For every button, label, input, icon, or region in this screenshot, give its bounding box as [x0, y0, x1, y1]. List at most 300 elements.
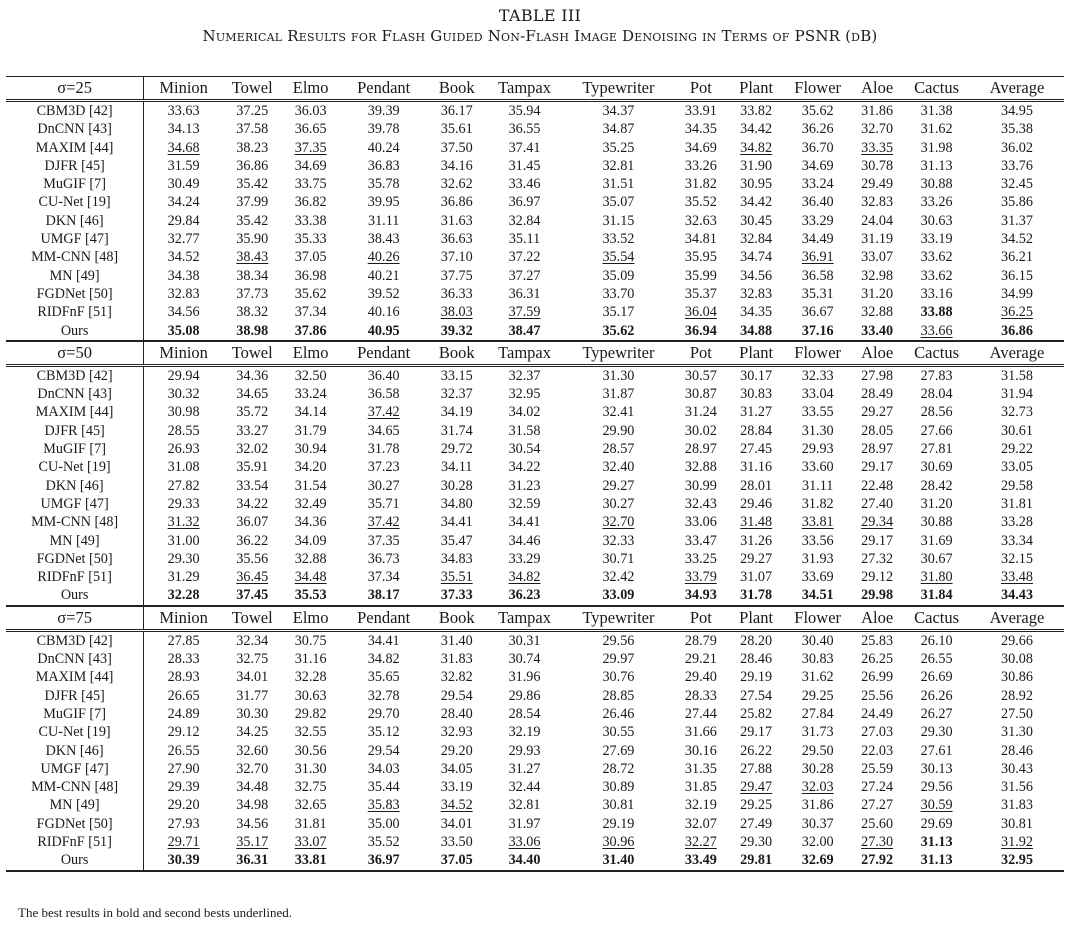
psnr-value: 29.22: [1001, 441, 1033, 458]
column-header: Flower: [784, 606, 851, 631]
psnr-value: 31.69: [920, 532, 953, 549]
psnr-value: 34.24: [167, 194, 200, 211]
psnr-value: 35.54: [602, 249, 635, 266]
column-header: Cactus: [903, 341, 970, 366]
psnr-value: 31.40: [563, 851, 674, 870]
table-row: [6, 267, 1064, 285]
psnr-value: 29.46: [740, 495, 773, 512]
psnr-value: 27.93: [167, 815, 200, 832]
psnr-value: 34.36: [294, 514, 327, 531]
psnr-value: 35.00: [367, 815, 400, 832]
psnr-value: 38.32: [236, 304, 269, 321]
psnr-value: 34.37: [602, 103, 635, 119]
psnr-value: 32.83: [167, 285, 200, 302]
psnr-value: 36.04: [684, 304, 717, 321]
psnr-value: 37.33: [440, 587, 473, 604]
psnr-value: 34.05: [440, 760, 473, 777]
psnr-value: 28.79: [684, 632, 717, 649]
psnr-value: 33.09: [602, 587, 635, 604]
psnr-value: 29.54: [367, 742, 400, 759]
psnr-value: 32.41: [602, 404, 635, 421]
psnr-value: 36.97: [508, 194, 541, 211]
psnr-value: 27.88: [740, 760, 773, 777]
psnr-value: 33.75: [294, 176, 327, 193]
psnr-value: 32.73: [1001, 404, 1033, 421]
psnr-value: 36.23: [508, 587, 541, 604]
psnr-value: 34.93: [684, 587, 717, 604]
psnr-value: 35.72: [236, 404, 269, 421]
psnr-value: 32.81: [602, 157, 635, 174]
psnr-value: 26.99: [861, 669, 894, 686]
psnr-value: 30.40: [801, 632, 834, 649]
psnr-value: 32.70: [861, 121, 894, 138]
psnr-value: 30.99: [684, 477, 717, 494]
psnr-value: 31.74: [440, 422, 473, 439]
psnr-value: 28.92: [1001, 687, 1033, 704]
psnr-value: 36.31: [223, 851, 281, 870]
column-header: Typewriter: [563, 77, 674, 101]
psnr-value: 34.83: [440, 550, 473, 567]
psnr-value: 29.25: [801, 687, 834, 704]
psnr-value: 37.25: [236, 103, 269, 119]
psnr-value: 32.63: [684, 212, 717, 229]
psnr-value: 36.58: [367, 386, 400, 403]
table-caption: [0, 6, 1080, 45]
psnr-value: 32.59: [508, 495, 541, 512]
psnr-value: 28.01: [740, 477, 773, 494]
psnr-value: 31.87: [602, 386, 635, 403]
psnr-value: 32.28: [294, 669, 327, 686]
psnr-value: 34.16: [440, 157, 473, 174]
method-name: Ours: [6, 851, 144, 870]
table-row: [6, 586, 1064, 605]
psnr-value: 34.11: [441, 459, 473, 476]
psnr-value: 33.27: [236, 422, 269, 439]
psnr-value: 30.17: [740, 367, 773, 384]
psnr-value: 33.19: [920, 231, 953, 248]
psnr-value: 37.42: [367, 404, 400, 421]
table-row: [6, 630, 1064, 650]
psnr-value: 37.41: [508, 139, 541, 156]
table-row: [6, 303, 1064, 321]
method-name: MuGIF [7]: [6, 440, 144, 458]
psnr-value: 31.37: [1001, 212, 1033, 229]
psnr-value: 27.85: [167, 632, 200, 649]
psnr-value: 37.35: [367, 532, 400, 549]
psnr-value: 37.99: [236, 194, 269, 211]
psnr-value: 32.84: [740, 231, 773, 248]
psnr-value: 33.70: [602, 285, 635, 302]
psnr-value: 25.82: [740, 705, 773, 722]
psnr-value: 35.90: [236, 231, 269, 248]
psnr-value: 29.20: [167, 797, 200, 814]
psnr-value: 33.38: [294, 212, 327, 229]
sigma-label: σ=25: [6, 77, 144, 101]
psnr-value: 31.20: [861, 285, 894, 302]
psnr-value: 33.16: [920, 285, 953, 302]
psnr-value: 31.11: [801, 477, 834, 494]
psnr-value: 32.33: [801, 367, 834, 384]
psnr-value: 31.92: [1001, 833, 1033, 850]
psnr-value: 40.21: [367, 267, 400, 284]
column-header: Pot: [674, 341, 728, 366]
table-label: TABLE III: [498, 6, 582, 25]
psnr-value: 33.40: [861, 322, 894, 339]
psnr-value: 25.59: [861, 760, 894, 777]
psnr-value: 32.60: [236, 742, 269, 759]
psnr-value: 27.50: [1001, 705, 1033, 722]
psnr-value: 30.28: [440, 477, 473, 494]
psnr-value: 39.95: [367, 194, 400, 211]
psnr-value: 28.05: [861, 422, 894, 439]
method-name: UMGF [47]: [6, 495, 144, 513]
psnr-value: 27.66: [920, 422, 953, 439]
psnr-value: 29.30: [920, 724, 953, 741]
psnr-value: 27.84: [801, 705, 834, 722]
psnr-value: 35.95: [684, 249, 717, 266]
psnr-value: 32.95: [508, 386, 541, 403]
psnr-value: 38.98: [236, 322, 269, 339]
psnr-value: 35.52: [367, 833, 400, 850]
psnr-value: 31.23: [508, 477, 541, 494]
psnr-value: 33.15: [440, 367, 473, 384]
psnr-value: 34.98: [236, 797, 269, 814]
psnr-value: 29.27: [740, 550, 773, 567]
psnr-value: 30.89: [602, 779, 635, 796]
psnr-value: 34.35: [684, 121, 717, 138]
table-row: [6, 403, 1064, 421]
psnr-value: 35.94: [508, 103, 541, 119]
psnr-value: 34.36: [236, 367, 269, 384]
table-row: [6, 212, 1064, 230]
psnr-value: 31.79: [294, 422, 327, 439]
table-title: Numerical Results for Flash Guided Non-Flash Image Denoising in Terms of PSNR (dB): [202, 27, 878, 45]
psnr-value: 37.16: [801, 322, 834, 339]
method-name: CBM3D [42]: [6, 630, 144, 650]
psnr-value: 31.15: [602, 212, 635, 229]
psnr-value: 34.22: [508, 459, 541, 476]
psnr-value: 37.35: [294, 139, 327, 156]
psnr-value: 28.72: [602, 760, 635, 777]
psnr-value: 31.45: [508, 157, 541, 174]
psnr-value: 29.71: [167, 833, 200, 850]
psnr-value: 37.59: [508, 304, 541, 321]
psnr-value: 28.42: [920, 477, 953, 494]
psnr-value: 34.52: [1001, 231, 1033, 248]
psnr-value: 35.17: [602, 304, 635, 321]
method-name: DKN [46]: [6, 477, 144, 495]
psnr-value: 29.82: [294, 705, 327, 722]
psnr-value: 35.33: [294, 231, 327, 248]
psnr-value: 32.44: [508, 779, 541, 796]
psnr-value: 32.28: [167, 587, 200, 604]
psnr-value: 36.67: [801, 304, 834, 321]
psnr-value: 36.91: [801, 249, 834, 266]
method-name: DJFR [45]: [6, 687, 144, 705]
psnr-value: 34.40: [486, 851, 563, 870]
psnr-value: 36.82: [294, 194, 327, 211]
psnr-value: 37.05: [428, 851, 486, 870]
psnr-value: 29.81: [728, 851, 784, 870]
psnr-value: 35.56: [236, 550, 269, 567]
psnr-value: 29.27: [861, 404, 894, 421]
sigma-label: σ=50: [6, 341, 144, 366]
psnr-value: 33.55: [801, 404, 834, 421]
column-header: Flower: [784, 341, 851, 366]
psnr-value: 29.69: [920, 815, 953, 832]
section-header-row: [6, 606, 1064, 631]
psnr-value: 36.25: [1001, 304, 1033, 321]
psnr-value: 29.54: [440, 687, 473, 704]
table-footnote: The best results in bold and second bests underlined.: [18, 905, 293, 920]
psnr-value: 38.03: [440, 304, 473, 321]
psnr-value: 29.12: [861, 569, 894, 586]
psnr-value: 30.45: [740, 212, 773, 229]
column-header: Plant: [728, 77, 784, 101]
psnr-value: 31.32: [167, 514, 200, 531]
psnr-value: 39.32: [440, 322, 473, 339]
psnr-value: 31.63: [440, 212, 473, 229]
psnr-value: 34.69: [294, 157, 327, 174]
psnr-value: 30.95: [740, 176, 773, 193]
psnr-value: 35.52: [684, 194, 717, 211]
psnr-value: 27.81: [920, 441, 953, 458]
column-header: Average: [970, 77, 1064, 101]
psnr-value: 39.78: [367, 121, 400, 138]
table-row: [6, 193, 1064, 211]
psnr-value: 34.74: [740, 249, 773, 266]
psnr-value: 32.02: [236, 441, 269, 458]
psnr-value: 36.73: [367, 550, 400, 567]
psnr-value: 34.88: [740, 322, 773, 339]
psnr-value: 35.61: [440, 121, 473, 138]
psnr-value: 36.40: [367, 367, 400, 384]
psnr-value: 28.33: [167, 651, 200, 668]
psnr-value: 34.82: [740, 139, 773, 156]
psnr-value: 34.14: [294, 404, 327, 421]
table-row: [6, 285, 1064, 303]
psnr-value: 34.52: [440, 797, 473, 814]
psnr-value: 36.86: [1001, 322, 1033, 339]
psnr-value: 34.65: [236, 386, 269, 403]
psnr-value: 35.62: [602, 322, 635, 339]
psnr-value: 32.43: [684, 495, 717, 512]
psnr-value: 31.98: [920, 139, 953, 156]
psnr-value: 29.47: [740, 779, 773, 796]
psnr-value: 37.58: [236, 121, 269, 138]
psnr-value: 35.71: [367, 495, 400, 512]
psnr-value: 32.70: [602, 514, 635, 531]
psnr-value: 33.26: [920, 194, 953, 211]
psnr-value: 34.41: [367, 632, 400, 649]
column-header: Aloe: [851, 77, 903, 101]
psnr-value: 36.31: [508, 285, 541, 302]
table-row: [6, 796, 1064, 814]
table-row: [6, 440, 1064, 458]
psnr-value: 33.69: [801, 569, 834, 586]
method-name: MAXIM [44]: [6, 139, 144, 157]
psnr-value: 33.91: [684, 103, 717, 119]
psnr-value: 32.62: [440, 176, 473, 193]
psnr-value: 33.79: [684, 569, 717, 586]
psnr-value: 26.27: [920, 705, 953, 722]
psnr-value: 37.34: [367, 569, 400, 586]
psnr-value: 32.70: [236, 760, 269, 777]
psnr-value: 33.34: [1001, 532, 1033, 549]
psnr-value: 28.49: [861, 386, 894, 403]
psnr-value: 29.56: [920, 779, 953, 796]
psnr-value: 33.24: [294, 386, 327, 403]
method-name: MM-CNN [48]: [6, 248, 144, 266]
psnr-value: 29.19: [740, 669, 773, 686]
column-header: Towel: [223, 77, 281, 101]
psnr-value: 37.34: [294, 304, 327, 321]
column-header: Pendant: [340, 606, 428, 631]
psnr-value: 34.80: [440, 495, 473, 512]
table-row: [6, 157, 1064, 175]
psnr-value: 31.16: [294, 651, 327, 668]
psnr-value: 32.83: [861, 194, 894, 211]
psnr-value: 37.05: [294, 249, 327, 266]
table-row: [6, 458, 1064, 476]
psnr-value: 32.37: [440, 386, 473, 403]
psnr-value: 27.30: [861, 833, 894, 850]
sigma-label: σ=75: [6, 606, 144, 631]
psnr-value: 31.51: [602, 176, 635, 193]
psnr-value: 31.30: [1001, 724, 1033, 741]
psnr-value: 32.78: [367, 687, 400, 704]
psnr-value: 29.66: [1001, 632, 1033, 649]
psnr-value: 34.48: [294, 569, 327, 586]
psnr-value: 28.93: [167, 669, 200, 686]
psnr-value: 33.07: [294, 833, 327, 850]
psnr-value: 27.32: [861, 550, 894, 567]
psnr-value: 34.35: [740, 304, 773, 321]
psnr-value: 30.83: [801, 651, 834, 668]
psnr-value: 31.30: [602, 367, 635, 384]
psnr-value: 32.65: [294, 797, 327, 814]
section-header-row: [6, 77, 1064, 101]
psnr-value: 40.24: [367, 139, 400, 156]
psnr-value: 30.63: [920, 212, 953, 229]
psnr-value: 32.49: [294, 495, 327, 512]
column-header: Tampax: [486, 606, 563, 631]
psnr-value: 31.30: [294, 760, 327, 777]
psnr-value: 36.03: [294, 103, 327, 119]
psnr-value: 32.93: [440, 724, 473, 741]
psnr-value: 37.10: [440, 249, 473, 266]
psnr-value: 31.81: [294, 815, 327, 832]
psnr-value: 36.33: [440, 285, 473, 302]
psnr-value: 27.83: [920, 367, 953, 384]
table-row: [6, 550, 1064, 568]
psnr-value: 35.78: [367, 176, 400, 193]
psnr-value: 36.98: [294, 267, 327, 284]
psnr-value: 34.01: [236, 669, 269, 686]
psnr-value: 27.24: [861, 779, 894, 796]
psnr-value: 31.81: [1001, 495, 1033, 512]
psnr-value: 31.77: [236, 687, 269, 704]
psnr-value: 33.76: [1001, 157, 1033, 174]
psnr-value: 28.85: [602, 687, 635, 704]
psnr-value: 35.99: [684, 267, 717, 284]
psnr-value: 35.31: [801, 285, 834, 302]
psnr-value: 30.16: [684, 742, 717, 759]
psnr-value: 28.46: [1001, 742, 1033, 759]
psnr-value: 30.76: [602, 669, 635, 686]
psnr-value: 36.83: [367, 157, 400, 174]
table-row: [6, 532, 1064, 550]
psnr-value: 30.49: [167, 176, 200, 193]
psnr-value: 35.38: [1001, 121, 1033, 138]
psnr-value: 32.19: [684, 797, 717, 814]
psnr-value: 26.22: [740, 742, 773, 759]
psnr-value: 33.28: [1001, 514, 1033, 531]
psnr-value: 32.27: [684, 833, 717, 850]
psnr-value: 31.20: [920, 495, 953, 512]
psnr-value: 37.45: [236, 587, 269, 604]
psnr-value: 34.51: [801, 587, 834, 604]
column-header: Minion: [144, 341, 223, 366]
method-name: UMGF [47]: [6, 230, 144, 248]
psnr-value: 28.57: [602, 441, 635, 458]
psnr-value: 38.23: [236, 139, 269, 156]
psnr-value: 32.03: [801, 779, 834, 796]
psnr-value: 39.52: [367, 285, 400, 302]
table-row: [6, 687, 1064, 705]
psnr-value: 26.93: [167, 441, 200, 458]
psnr-value: 27.54: [740, 687, 773, 704]
psnr-value: 33.56: [801, 532, 834, 549]
column-header: Flower: [784, 77, 851, 101]
psnr-value: 36.86: [236, 157, 269, 174]
table-row: [6, 101, 1064, 121]
psnr-value: 30.78: [861, 157, 894, 174]
psnr-value: 27.61: [920, 742, 953, 759]
column-header: Book: [428, 341, 486, 366]
psnr-value: 30.32: [167, 386, 200, 403]
column-header: Average: [970, 341, 1064, 366]
psnr-value: 36.45: [236, 569, 269, 586]
psnr-value: 35.11: [508, 231, 541, 248]
psnr-value: 29.34: [861, 514, 894, 531]
psnr-value: 33.04: [801, 386, 834, 403]
psnr-value: 28.97: [861, 441, 894, 458]
psnr-value: 30.88: [920, 514, 953, 531]
psnr-value: 30.81: [1001, 815, 1033, 832]
method-name: DJFR [45]: [6, 157, 144, 175]
psnr-value: 32.37: [508, 367, 541, 384]
method-name: FGDNet [50]: [6, 550, 144, 568]
method-name: CU-Net [19]: [6, 193, 144, 211]
method-name: MAXIM [44]: [6, 403, 144, 421]
psnr-value: 37.50: [440, 139, 473, 156]
psnr-value: 32.33: [602, 532, 635, 549]
table-row: [6, 120, 1064, 138]
psnr-value: 30.30: [236, 705, 269, 722]
psnr-value: 34.38: [167, 267, 200, 284]
psnr-value: 30.71: [602, 550, 635, 567]
method-name: DKN [46]: [6, 212, 144, 230]
column-header: Pendant: [340, 77, 428, 101]
psnr-value: 32.42: [602, 569, 635, 586]
psnr-value: 40.16: [367, 304, 400, 321]
method-name: DnCNN [43]: [6, 385, 144, 403]
psnr-value: 33.63: [167, 103, 200, 119]
psnr-value: 31.73: [801, 724, 834, 741]
paper-page: [0, 6, 1080, 926]
column-header: Plant: [728, 341, 784, 366]
